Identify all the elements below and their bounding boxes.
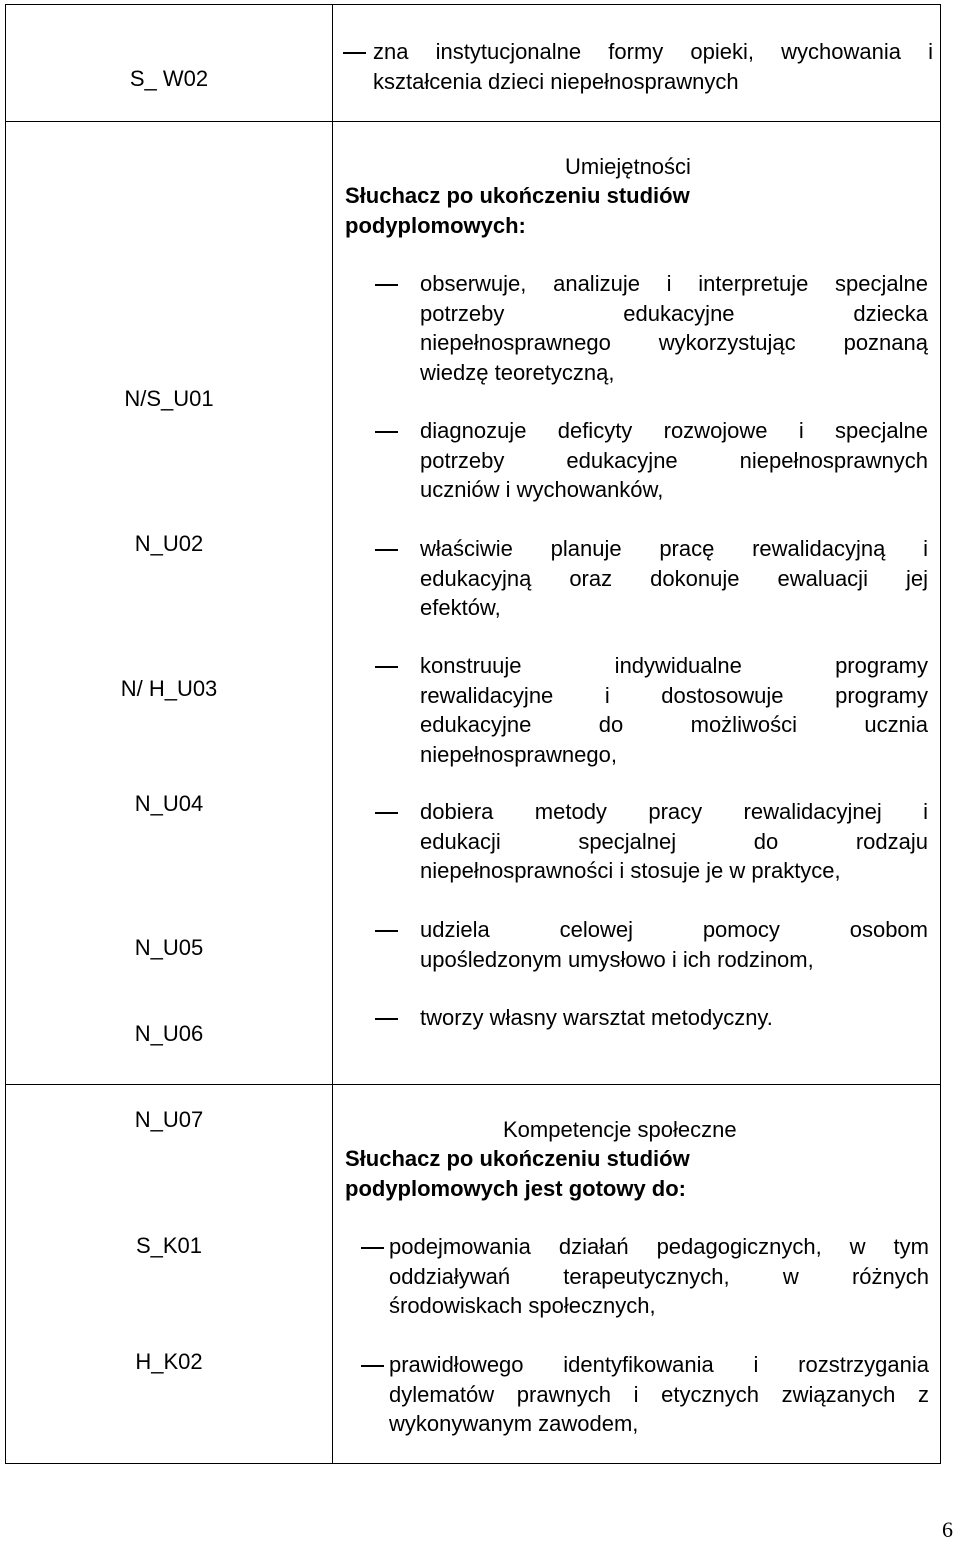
section-heading: Kompetencje społeczne — [503, 1117, 737, 1142]
dash-bullet — [375, 666, 398, 668]
dash-bullet — [343, 52, 366, 54]
outcome-code: N_U05 — [134, 935, 204, 960]
outcome-code: N_U04 — [134, 791, 204, 816]
description-cell — [333, 1085, 941, 1464]
outcome-code: N/S_U01 — [124, 386, 214, 411]
table-row — [6, 5, 941, 122]
list-item: prawidłowego identyfikowania i rozstrzygania dylematów prawnych i etycznych związanych z wykonywanym zawodem, — [389, 1352, 929, 1436]
list-item: właściwie planuje pracę rewalidacyjną i edukacyjną oraz dokonuje ewaluacji jej efektów, — [420, 536, 928, 620]
list-item: dobiera metody pracy rewalidacyjnej i edukacji specjalnej do rodzaju niepełnosprawności i stosuje je w praktyce, — [420, 799, 928, 883]
dash-bullet — [361, 1247, 384, 1249]
page-number: 6 — [942, 1517, 953, 1542]
outcome-code: N_U07 — [134, 1107, 204, 1132]
table-row — [6, 122, 941, 1085]
dash-bullet — [375, 930, 398, 932]
outcome-code: N_U02 — [134, 531, 204, 556]
dash-bullet — [375, 431, 398, 433]
outcome-code: S_ W02 — [129, 66, 209, 91]
dash-bullet — [375, 812, 398, 814]
dash-bullet — [375, 549, 398, 551]
outcome-code: H_K02 — [135, 1349, 203, 1374]
outcome-code: N_U06 — [134, 1021, 204, 1046]
list-item: tworzy własny warsztat metodyczny. — [420, 1005, 773, 1030]
description-cell — [333, 5, 941, 122]
section-subheading: Słuchacz po ukończeniu studiów podyplomowych jest gotowy do: — [345, 1146, 690, 1201]
outcome-code: N/ H_U03 — [120, 676, 218, 701]
code-cell — [6, 122, 333, 1132]
list-item: udziela celowej pomocy osobom upośledzonym umysłowo i ich rodzinom, — [420, 917, 928, 972]
outcomes-table — [5, 4, 941, 1464]
outcome-code: S_K01 — [135, 1233, 203, 1258]
list-item: podejmowania działań pedagogicznych, w tym oddziaływań terapeutycznych, w różnych środowiskach społecznych, — [389, 1234, 929, 1318]
section-subheading: Słuchacz po ukończeniu studiów podyplomowych: — [345, 183, 690, 238]
section-heading: Umiejętności — [565, 154, 691, 179]
dash-bullet — [361, 1365, 384, 1367]
description-cell — [333, 122, 941, 1085]
code-cell — [6, 1085, 333, 1464]
dash-bullet — [375, 1018, 398, 1020]
list-item: obserwuje, analizuje i interpretuje specjalne potrzeby edukacyjne dziecka niepełnosprawnego wykorzystując poznaną wiedzę teoretyczną, — [420, 271, 928, 385]
code-cell — [6, 5, 333, 122]
list-item: konstruuje indywidualne programy rewalidacyjne i dostosowuje programy edukacyjne do możliwości ucznia niepełnosprawnego, — [420, 653, 928, 767]
dash-bullet — [375, 284, 398, 286]
list-item: zna instytucjonalne formy opieki, wychowania i kształcenia dzieci niepełnosprawnych — [373, 39, 933, 94]
list-item: diagnozuje deficyty rozwojowe i specjalne potrzeby edukacyjne niepełnosprawnych uczniów i wychowanków, — [420, 418, 928, 502]
table-row — [6, 1085, 941, 1464]
